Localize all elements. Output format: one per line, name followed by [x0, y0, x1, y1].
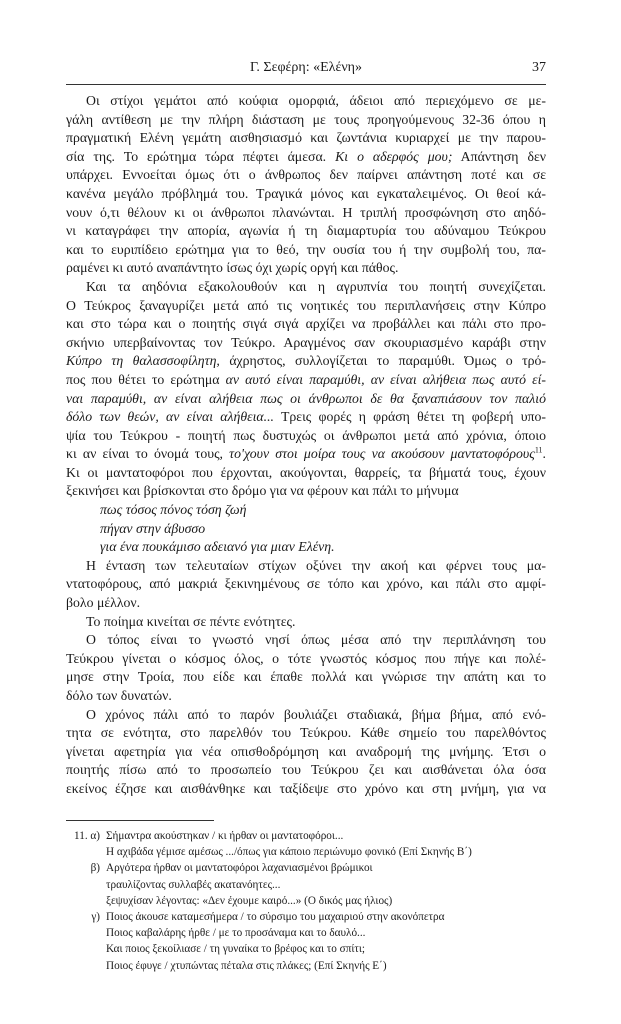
footnote-label: β) [90, 862, 100, 875]
body-line [66, 111, 546, 130]
line-text: Ο χρόνος πάλι από το παρόν βουλιάζει σταδιακά, βήμα βήμα, από ενό- [86, 706, 546, 722]
italic-quote: Κι ο αδερφός μου; [335, 148, 453, 164]
line-text: γάλη αντίθεση με την πλήρη διάσταση με τους προηγούμενους 32-36 όπου η [66, 111, 546, 127]
italic-quote: πως τόσος πόνος τόση ζωή [100, 502, 247, 518]
footnote-line [100, 941, 550, 957]
footnote-text: Ποιος καβαλάρης ήρθε / με το προσάναμα και το δαυλό... [106, 927, 366, 940]
body-line [66, 371, 546, 390]
footnote-line [100, 844, 550, 860]
line-text: Κι οι μαντατοφόροι που έρχονται, ακούγονται, θαρρείς, τα βήματά τους, έχουν [66, 464, 546, 480]
footnote-line [74, 828, 550, 844]
line-text: ξεκινήσει και βρίσκονται στο δρόμο για να φέρουν και πάλι το μήνυμα [66, 483, 459, 499]
body-line [66, 761, 546, 780]
body-line [66, 594, 546, 613]
footnote-text: Ποιος έφυγε / χτυπώντας πέταλα στις πλάκες; (Επί Σκηνής Ε΄) [106, 959, 387, 972]
body-line [66, 427, 546, 446]
line-text: υπάρχει. Εννοείται όμως ότι ο άνθρωπος δεν παίρνει απάντηση ποτέ και σε [66, 167, 546, 183]
line-text: Τρεις φορές η φράση θέτει τη φοβερή υπο- [274, 409, 546, 425]
line-text: Απάντηση δεν [452, 148, 546, 164]
footnote-text: τραυλίζοντας συλλαβές ακατανόητες... [106, 878, 281, 891]
body-line [66, 613, 546, 632]
line-text: εκείνος έζησε και αισθάνθηκε και ταξίδεψε στο χρόνο και στη μνήμη, για να [66, 780, 546, 796]
line-text: σία της. Το ερώτημα τώρα πέφτει άμεσα. [66, 148, 336, 164]
body-line [66, 185, 546, 204]
line-text: σκήνιο υπερβαίνοντας τον Τεύκρο. Αραγμένος σαν σκουριασμένο καράβι στην [66, 334, 546, 350]
body-text [66, 92, 546, 799]
line-text: ψία του Τεύκρου - ποιητή πως δυστυχώς οι άνθρωποι μετά από χρόνια, όποιο [66, 427, 546, 443]
line-text: άχρηστος, συλλογίζεται το παραμύθι. Όμως ο τρό- [219, 353, 546, 369]
poem-quote-line [66, 520, 546, 539]
footnote-rule [66, 820, 214, 821]
line-text: τητα σε ενότητα, στο παρελθόν του Τεύκρου. Κάθε σημείο του παρελθόντος [66, 725, 546, 741]
body-line [66, 241, 546, 260]
page-number: 37 [532, 60, 546, 75]
line-text: Το ποίημα κινείται σε πέντε ενότητες. [86, 613, 296, 629]
body-line [66, 724, 546, 743]
line-text: . [542, 446, 546, 462]
body-line [66, 297, 546, 316]
body-line [66, 780, 546, 799]
line-text: και το ευριπίδειο ερώτημα για το θεό, την ουσία του ή την συμβολή του, πα- [66, 241, 546, 257]
body-line [66, 222, 546, 241]
line-text: νι καταγράφει την απορία, αγωνία ή τη διαμαρτυρία του αδύναμου Τεύκρου [66, 223, 546, 239]
footnote-text: Η αχιβάδα γέμισε αμέσως .../όπως για κάποιο περιώνυμο φονικό (Επί Σκηνής Β΄) [106, 846, 472, 859]
body-line [66, 259, 546, 278]
footnote-text: ξεψυχίσαν λέγοντας: «Δεν έχουμε καιρό...» (Ο δικός μας ήλιος) [106, 894, 393, 907]
footnote-ref: 11 [534, 445, 543, 455]
italic-quote: πήγαν στην άβυσσο [100, 520, 206, 536]
line-text: Η ένταση των τελευταίων στίχων οξύνει την ακοή και φέρνει τους μα- [86, 557, 546, 573]
body-line [66, 575, 546, 594]
footnote-text: Σήμαντρα ακούστηκαν / κι ήρθαν οι μαντατοφόροι... [106, 830, 344, 842]
body-line [66, 743, 546, 762]
italic-quote: Κύπρο τη θαλασσοφίλητη, [66, 353, 220, 369]
body-line [66, 166, 546, 185]
body-line [66, 148, 546, 167]
line-text: πος που θέτει το ερώτημα [66, 371, 226, 387]
header-rule [66, 84, 546, 85]
line-text: Ο Τεύκρος ξαναγυρίζει μετά από τις νοητικές του περιπλανήσεις στην Κύπρο [66, 297, 546, 313]
italic-quote: για ένα πουκάμισο αδειανό για μιαν Ελένη. [100, 539, 335, 555]
line-text: Ο τόπος είναι το γνωστό νησί όπως μέσα από την περιπλάνηση του [86, 632, 546, 648]
body-line [66, 687, 546, 706]
line-text: κι αν είναι το όνομά τους, [66, 446, 230, 462]
body-line [66, 650, 546, 669]
italic-quote: αν αυτό είναι παραμύθι, αν είναι αλήθεια πως αυτό εί- [225, 371, 546, 387]
line-text: ραμένει κι αυτό αναπάντητο ίσως όχι χωρίς οργή και πάθος. [66, 260, 399, 276]
body-line [66, 334, 546, 353]
body-line [66, 482, 546, 501]
body-line [66, 445, 546, 464]
line-text: βολο μέλλον. [66, 595, 141, 611]
line-text: ντατοφόρους, από μακριά ξεκινημένους σε τόπο και χρόνο, και πάλι στο αμφί- [66, 576, 546, 592]
body-line [66, 204, 546, 223]
body-line [66, 464, 546, 483]
body-line [66, 631, 546, 650]
footnote-text: Ποιος άκουσε καταμεσήμερα / το σύρσιμο του μαχαιριού στην ακονόπετρα [106, 910, 445, 923]
body-line [66, 352, 546, 371]
body-line [66, 408, 546, 427]
body-line [66, 92, 546, 111]
line-text: ποιητής πίσω από το προσωπείο του Τεύκρου ζει και αισθάνεται όλα όσα [66, 762, 546, 778]
body-line [66, 390, 546, 409]
italic-quote: το'χουν στοι μοίρα τους να ακούσουν μαντατοφόρους [229, 446, 535, 462]
line-text: Και τα αηδόνια εξακολουθούν και η αγρυπνία του ποιητή συνεχίζεται. [86, 278, 546, 294]
line-text: Οι στίχοι γεμάτοι από κούφια ομορφιά, άδειοι από περιεχόμενο σε με- [86, 93, 546, 108]
footnotes [74, 828, 550, 974]
italic-quote: δόλο των θεών, αν είναι αλήθεια... [66, 409, 275, 425]
footnote-line [100, 893, 550, 909]
footnote-label: γ) [91, 910, 100, 923]
poem-quote-line [66, 538, 546, 557]
body-line [66, 706, 546, 725]
line-text: κανένα μεγάλο πρόβλημά του. Τραγικά μόνος και εγκαταλειμένος. Οι θεοί κά- [66, 185, 546, 201]
italic-quote: ναι παραμύθι, αν είναι αλήθεια πως οι άνθρωποι δε θα ξαναπιάσουν τον παλιό [66, 390, 546, 406]
footnote-label: 11. α) [74, 830, 100, 842]
line-text: νουν ό,τι θέλουν κι οι άνθρωποι πλανώνται. Η τριπλή προσφώνηση στο αηδό- [66, 204, 546, 220]
footnote-line [100, 958, 550, 974]
body-line [66, 129, 546, 148]
line-text: πραγματική Ελένη γεμάτη αισθησιασμό και ζωντάνια κυριαρχεί με την παρου- [66, 130, 546, 146]
body-line [66, 557, 546, 576]
body-line [66, 278, 546, 297]
line-text: και στο τώρα και ο ποιητής σιγά σιγά αρχίζει να προβάλλει και πάλι στο προ- [66, 316, 546, 332]
footnote-text: Και ποιος ξεκοίλιασε / τη γυναίκα το βρέφος και το σπίτι; [106, 943, 365, 956]
line-text: δόλο των δυνατών. [66, 688, 172, 703]
footnote-line [90, 860, 550, 876]
footnote-line [100, 925, 550, 941]
body-line [66, 668, 546, 687]
body-line [66, 315, 546, 334]
footnote-line [100, 877, 550, 893]
footnote-line [91, 909, 550, 925]
footnote-text: Αργότερα ήρθαν οι μαντατοφόροι λαχανιασμένοι βρώμικοι [106, 862, 373, 875]
running-header [66, 60, 546, 82]
line-text: μησε στην Τροία, που είδε και έπαθε πολλά και γνώρισε την απάτη και το [66, 669, 546, 685]
poem-quote-line [66, 501, 546, 520]
running-title: Γ. Σεφέρη: «Ελένη» [250, 60, 362, 75]
line-text: Τεύκρου γίνεται ο κόσμος όλος, ο τότε γνωστός κόσμος που πήγε και πολέ- [66, 650, 546, 666]
line-text: γίνεται αφετηρία για νέα οπισθοδρόμηση και αναδρομή της μνήμης. Έτσι ο [66, 743, 546, 759]
